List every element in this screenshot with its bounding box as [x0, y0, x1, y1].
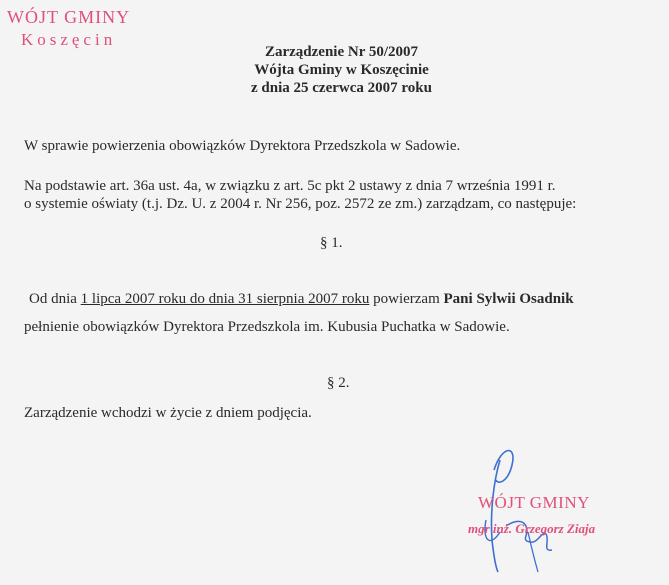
- section-1-middle: powierzam: [369, 291, 444, 307]
- section-1-heading: § 1.: [320, 235, 343, 251]
- office-stamp-bottom: [468, 493, 596, 537]
- section-1-person: Pani Sylwii Osadnik: [443, 291, 574, 307]
- stamp-bottom-line-2: mgr inż. Grzegorz Ziaja: [468, 521, 596, 536]
- legal-basis-line-1: Na podstawie art. 36a ust. 4a, w związku z art. 5c pkt 2 ustawy z dnia 7 września 1991 r.: [24, 178, 556, 194]
- section-1-line-2: pełnienie obowiązków Dyrektora Przedszkola im. Kubusia Puchatka w Sadowie.: [24, 319, 510, 335]
- title-line-2: Wójta Gminy w Koszęcinie: [254, 62, 429, 78]
- stamp-bottom-line-1: WÓJT GMINY: [478, 493, 590, 512]
- section-2-text: Zarządzenie wchodzi w życie z dniem podjęcia.: [24, 405, 312, 421]
- legal-basis: [24, 177, 576, 213]
- stamp-line-2: Koszęcin: [20, 30, 117, 49]
- document-title: [0, 43, 669, 97]
- office-stamp-top: [7, 8, 130, 48]
- title-line-1: Zarządzenie Nr 50/2007: [264, 44, 419, 60]
- legal-basis-line-2: o systemie oświaty (t.j. Dz. U. z 2004 r. Nr 256, poz. 2572 ze zm.) zarządzam, co następuje:: [24, 196, 577, 212]
- stamp-line-1: WÓJT GMINY: [7, 7, 131, 27]
- subject-line: W sprawie powierzenia obowiązków Dyrektora Przedszkola w Sadowie.: [24, 138, 461, 154]
- section-1-line-1: [29, 290, 574, 308]
- section-1-period: 1 lipca 2007 roku do dnia 31 sierpnia 2007 roku: [80, 291, 370, 307]
- section-2-heading: § 2.: [327, 375, 350, 391]
- title-line-3: z dnia 25 czerwca 2007 roku: [251, 80, 432, 96]
- section-1-body: [29, 290, 574, 308]
- section-1-prefix: Od dnia: [29, 291, 81, 307]
